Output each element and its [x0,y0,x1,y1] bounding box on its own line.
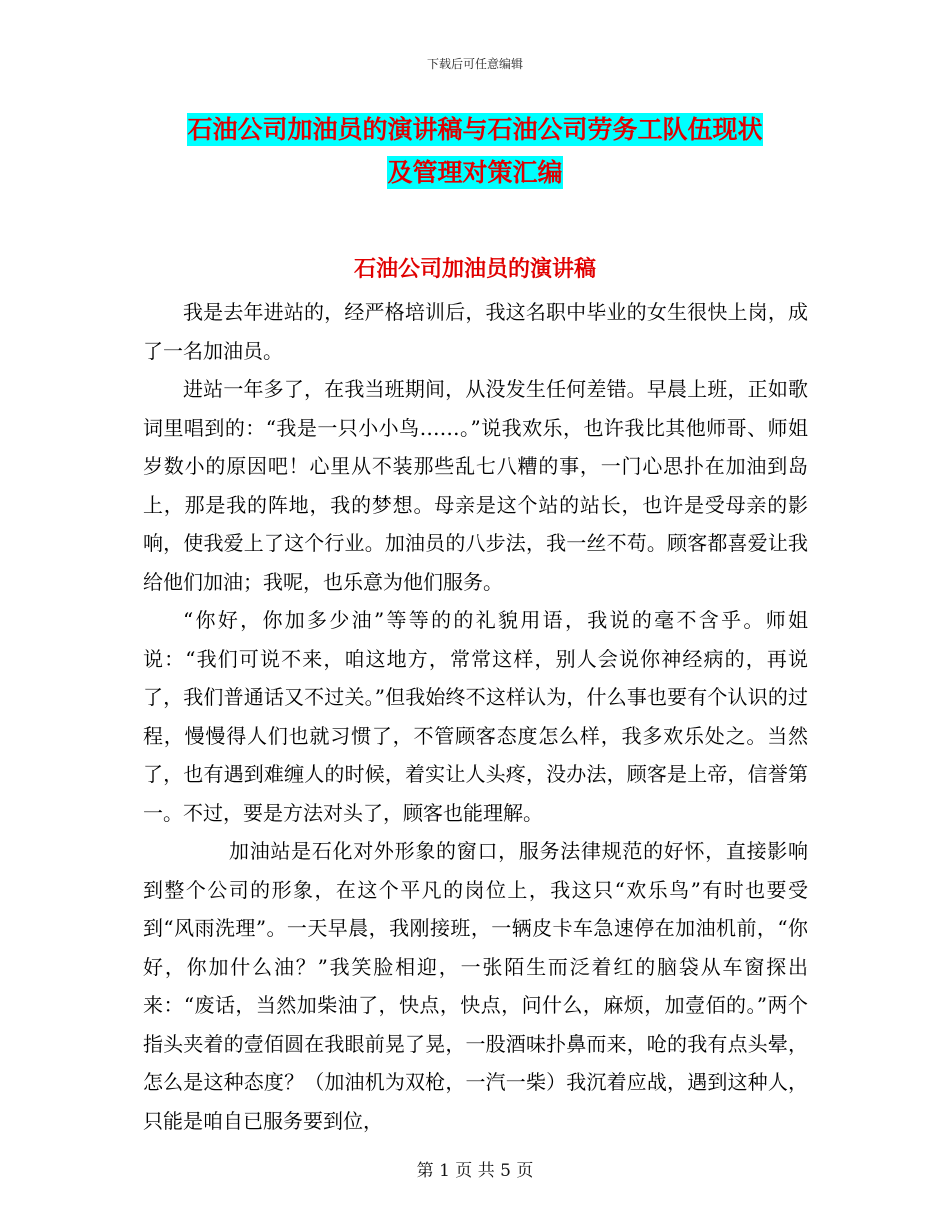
page-header-note: 下载后可任意编辑 [426,57,523,71]
document-body [143,293,808,1140]
document-title-text-2: 及管理对策汇编 [387,158,563,187]
paragraph: 进站一年多了，在我当班期间，从没发生任何差错。早晨上班，正如歌词里唱到的：“我是一只小小鸟……。”说我欢乐，也许我比其他师哥、师姐岁数小的原因吧！心里从不装那些乱七八糟的事，一门心思扑在加油到岛上，那是我的阵地，我的梦想。母亲是这个站的站长，也许是受母亲的影响，使我爱上了这个行业。加油员的八步法，我一丝不苟。顾客都喜爱让我给他们加油；我呢，也乐意为他们服务。 [143,377,808,594]
page-number: 第 1 页 共 5 页 [416,1161,534,1181]
paragraph: “你好，你加多少油”等等的的礼貌用语，我说的毫不含乎。师姐说：“我们可说不来，咱这地方，常常这样，别人会说你神经病的，再说了，我们普通话又不过关。”但我始终不这样认为，什么事也要有个认识的过程，慢慢得人们也就习惯了，不管顾客态度怎么样，我多欢乐处之。当然了，也有遇到难缠人的时候，着实让人头疼，没办法，顾客是上帝，信誉第一。不过，要是方法对头了，顾客也能理解。 [143,608,808,825]
document-title-text-1: 石油公司加油员的演讲稿与石油公司劳务工队伍现状 [187,115,763,144]
paragraph: 加油站是石化对外形象的窗口，服务法律规范的好怀，直接影响到整个公司的形象，在这个平凡的岗位上，我这只“欢乐鸟”有时也要受到“风雨洗理”。一天早晨，我刚接班，一辆皮卡车急速停在加油机前，“你好，你加什么油？”我笑脸相迎，一张陌生而泛着红的脑袋从车窗探出来：“废话，当然加柴油了，快点，快点，问什么，麻烦，加壹佰的。”两个指头夹着的壹佰圆在我眼前晃了晃，一股酒味扑鼻而来，呛的我有点头晕，怎么是这种态度？（加油机为双枪，一汽一柴）我沉着应战，遇到这种人，只能是咱自已服务要到位， [143,839,808,1133]
document-title-line-2 [145,160,805,185]
paragraph: 我是去年进站的，经严格培训后，我这名职中毕业的女生很快上岗，成了一名加油员。 [143,300,808,363]
section-title: 石油公司加油员的演讲稿 [353,256,596,282]
document-title-line-1 [145,117,805,142]
